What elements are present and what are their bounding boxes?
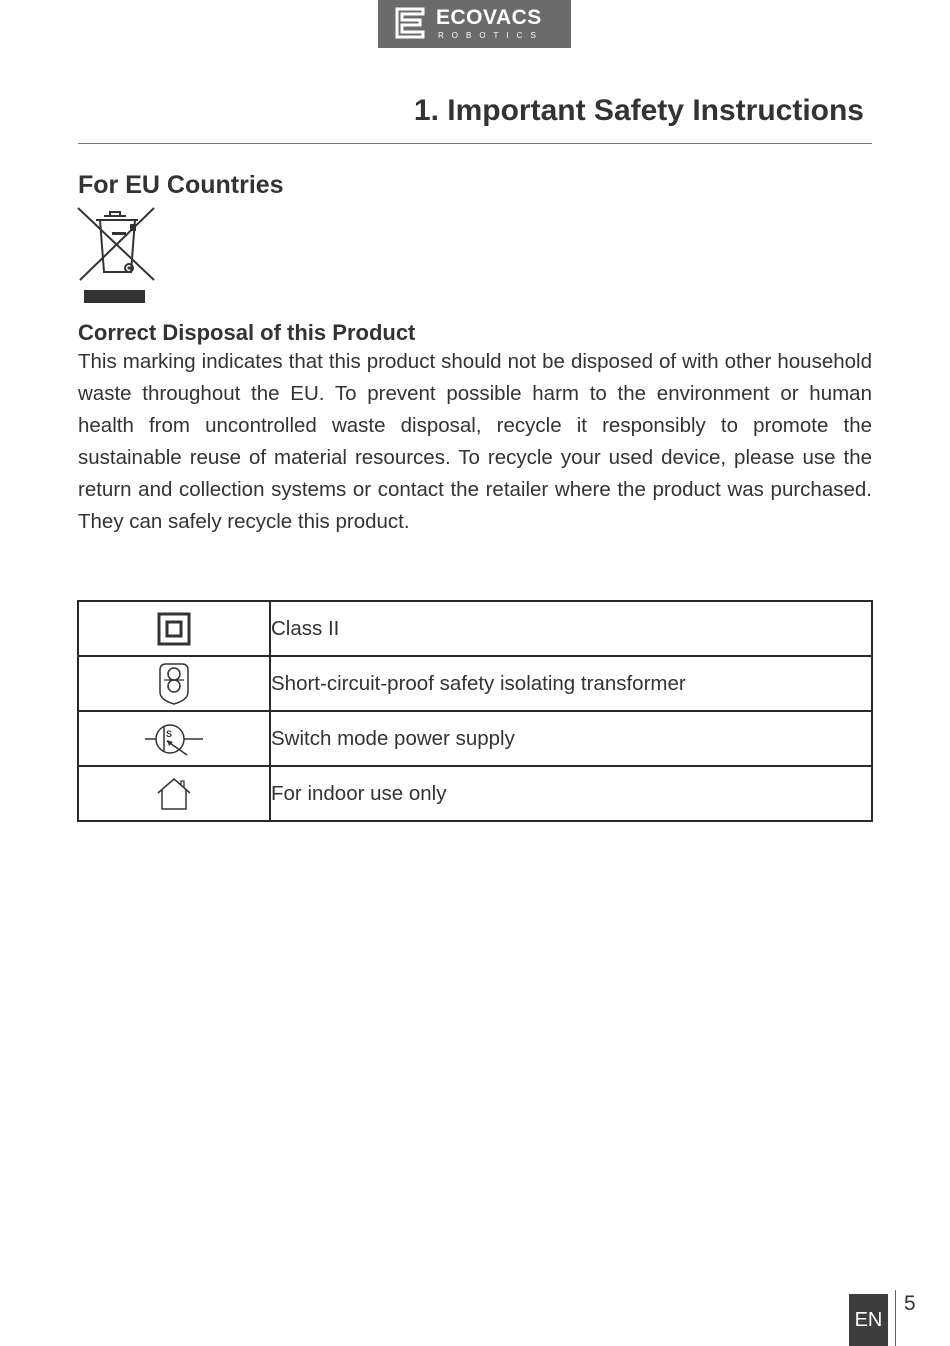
- symbol-description: Class II: [270, 601, 872, 656]
- ecovacs-logo-icon: [394, 6, 426, 40]
- ecovacs-logo: [378, 0, 571, 48]
- table-row: [78, 766, 872, 821]
- switch-mode-power-supply-icon: [143, 721, 205, 757]
- table-row: [78, 656, 872, 711]
- symbol-description: Switch mode power supply: [270, 711, 872, 766]
- indoor-use-icon: [155, 777, 193, 811]
- symbol-cell: [78, 766, 270, 821]
- symbol-description: For indoor use only: [270, 766, 872, 821]
- crossed-out-wheelie-bin-icon: [76, 206, 156, 306]
- disposal-paragraph: This marking indicates that this product should not be disposed of with other household waste throughout the EU. To prevent possible harm to the environment or human health from uncontrolled waste disposal, recycle it responsibly to promote the sustainable reuse of material resources. To recycle your used device, please use the return and collection systems or contact the retailer where the product was purchased. They can safely recycle this product.: [78, 350, 872, 533]
- symbol-cell: [78, 711, 270, 766]
- section-heading: For EU Countries: [78, 171, 284, 199]
- symbol-description: Short-circuit-proof safety isolating transformer: [270, 656, 872, 711]
- page-number-divider: [895, 1290, 896, 1346]
- symbol-cell: [78, 656, 270, 711]
- title-divider: [78, 143, 872, 144]
- table-row: [78, 601, 872, 656]
- safety-isolating-transformer-icon: [156, 662, 192, 706]
- logo-subtitle: ROBOTICS: [438, 31, 544, 40]
- page-title: 1. Important Safety Instructions: [413, 94, 864, 127]
- symbols-table: [77, 600, 873, 822]
- logo-wordmark: ECOVACS: [436, 6, 542, 29]
- page-number: 5: [904, 1292, 916, 1315]
- svg-text:S: S: [166, 728, 173, 739]
- language-badge: EN: [849, 1294, 888, 1346]
- class-ii-icon: [157, 612, 191, 646]
- disposal-heading: Correct Disposal of this Product: [78, 320, 416, 345]
- symbol-cell: [78, 601, 270, 656]
- table-row: [78, 711, 872, 766]
